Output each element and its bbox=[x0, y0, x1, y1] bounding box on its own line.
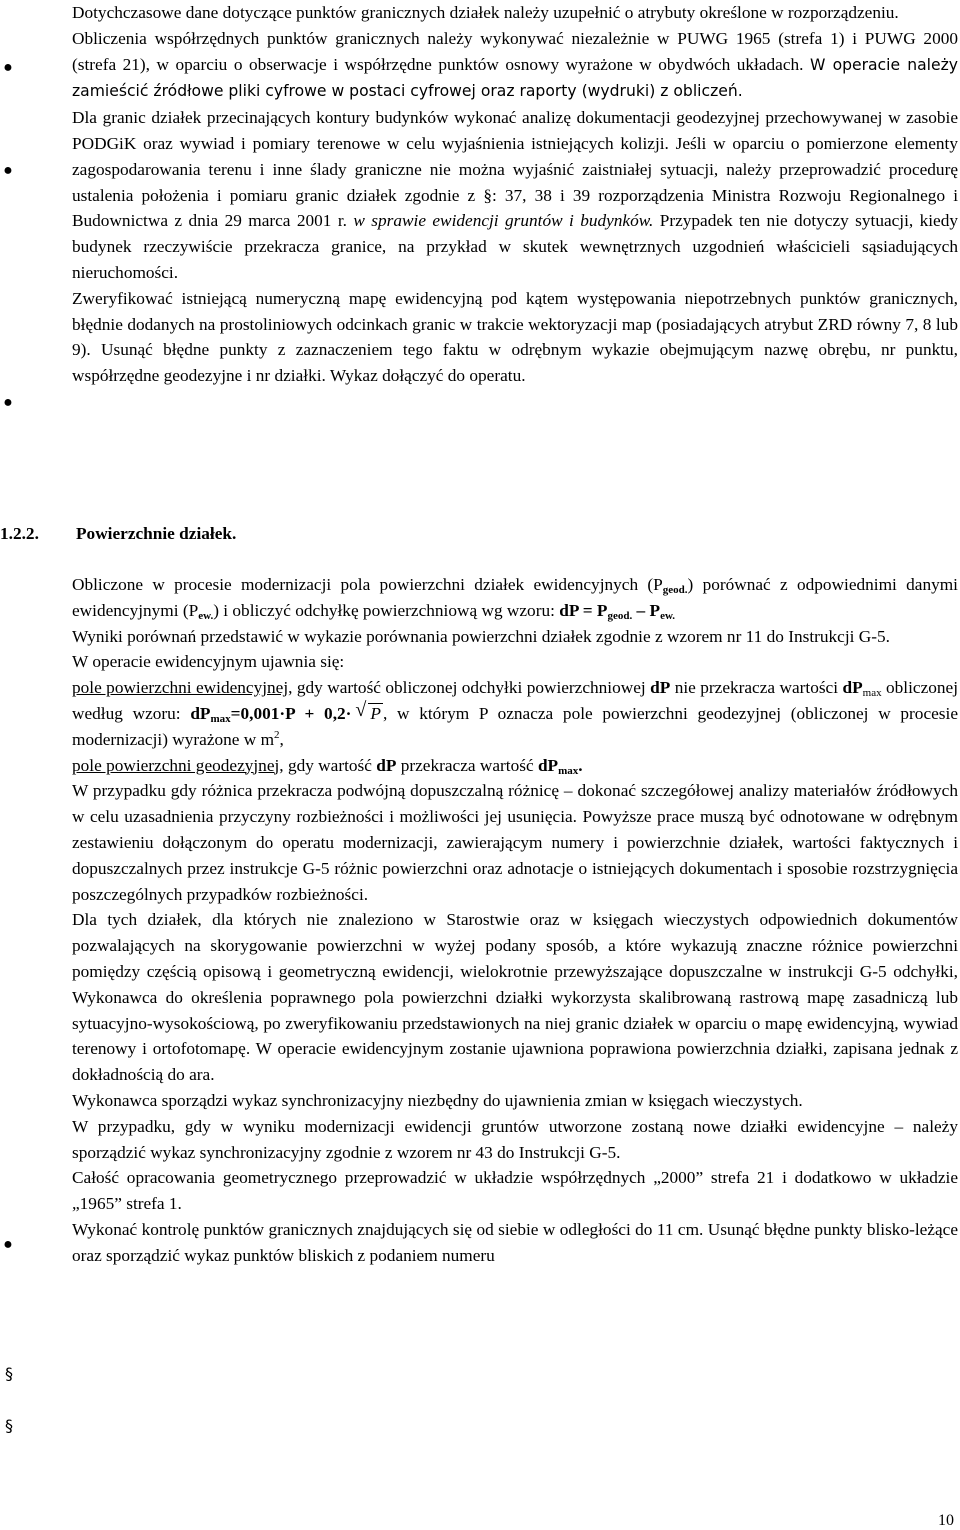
paragraph-obliczone: Obliczone w procesie modernizacji pola powierzchni działek ewidencyjnych $(P_{geod.})$ porównać z odpowiednimi danymi ewidencyjnymi $(P_{ew.})$ i obliczyć odchyłkę powierzchniową wg wzoru: dP = $P_{geod.} - P_{ew.}$ bbox=[72, 575, 958, 622]
section-title: Powierzchnie działek. bbox=[76, 524, 237, 543]
paragraph-weryfikacja: Zweryfikować istniejącą numeryczną mapę ewidencyjną pod kątem występowania niepotrzebnych punktów granicznych, błędnie dodanych na prostoliniowych odcinkach granic w trakcie wektoryzacji map (posiadających atrybut ZRD równy 7, 8 lub 9). Usunąć błędne punkty z zaznaczeniem tego faktu w odrębnym wykazie obejmującym nazwę obrębu, nr punktu, współrzędne geodezyjne i nr działki. Wykaz dołączyć do operatu. bbox=[72, 288, 958, 386]
paragraph-pole-ewidencyjne: pole powierzchni ewidencyjnej, gdy wartość obliczonej odchyłki powierzchniowej dP nie przekracza wartości $dP_{max}$ obliczonej według wzoru: $dP_{max}=0,001\cdot P + 0,2\cdot$ √ P , w którym P oznacza pole powierzchni geodezyjnej (obliczonej w procesie modernizacji) wyrażone w $m^2$, bbox=[72, 678, 958, 749]
paragraph-pole-geodezyjne: pole powierzchni geodezyjnej, gdy wartość dP przekracza wartość $dP_{max}$. bbox=[72, 755, 583, 777]
formula-dp: dP = $P_{geod.} - P_{ew.}$ bbox=[559, 600, 676, 622]
paragraph-ujawnia: W operacie ewidencyjnym ujawnia się: bbox=[72, 652, 345, 672]
paragraph-uklad-wspolrzednych: Całość opracowania geometrycznego przeprowadzić w układzie współrzędnych „2000” strefa 21 i dodatkowo w układzie „1965” strefa 1. bbox=[72, 1168, 958, 1214]
top-text-block bbox=[72, 0, 958, 389]
paragraph-starostwo: Dla tych działek, dla których nie znaleziono w Starostwie oraz w księgach wieczystych odpowiednich dokumentów pozwalających na skorygowanie powierzchni w wyżej podany sposób, a które wykazują znaczne różnice powierzchni pomiędzy częścią opisową i geometryczną ewidencji, wielokrotnie przewyższające dopuszczalne w instrukcji G-5 odchyłki, Wykonawca do określenia poprawnego pola powierzchni działki wykorzysta skalibrowaną rastrową mapę zasadniczą lub sytuacyjno-wysokościową, po zweryfikowaniu przedstawionych na niej granic działek w oparciu o mapę ewidencyjną, wywiad terenowy i ortofotomapę. W operacie ewidencyjnym zostanie ujawniona poprawiona powierzchnia działki, zapisana jednak z dokładnością do ara. bbox=[72, 910, 958, 1085]
formula-dpmax: $dP_{max}=0,001\cdot P + 0,2\cdot$ bbox=[190, 703, 352, 725]
paragraph-atrybuty: Dotychczasowe dane dotyczące punktów granicznych działek należy uzupełnić o atrybuty określone w rozporządzeniu. bbox=[72, 3, 899, 22]
section-text-block bbox=[72, 572, 958, 1269]
paragraph-analiza: W przypadku gdy różnica przekracza podwójną dopuszczalną różnicę – dokonać szczegółowej analizy materiałów źródłowych w celu uzasadnienia przyczyny rozbieżności i możliwości jej usunięcia. Powyższe prace muszą być odnotowane w odrębnym zestawieniu dołączonym do operatu modernizacji, zawierającym numery i powierzchnie działek, wartości faktycznych i dopuszczalnych przez instrukcje G-5 różnic powierzchni oraz adnotacje o istniejących dokumentach i sposobie rozstrzygnięcia poszczególnych przypadków rozbieżności. bbox=[72, 781, 958, 904]
bullet-icon: ● bbox=[3, 162, 13, 179]
section-number: 1.2.2. bbox=[0, 524, 39, 543]
bullet-icon: ● bbox=[3, 394, 13, 411]
paragraph-nowe-dzialki: W przypadku, gdy w wyniku modernizacji ewidencji gruntów utworzone zostaną nowe działki ewidencyjne – należy sporządzić wykaz synchronizacyjny zgodnie z wzorem nr 43 do Instrukcji G-5. bbox=[72, 1116, 958, 1162]
bullet-icon: ● bbox=[3, 1236, 13, 1253]
section-square-icon: § bbox=[5, 1364, 13, 1383]
paragraph-granice: Dla granic działek przecinających kontury budynków wykonać analizę dokumentacji geodezyjnej przechowywanej w zasobie PODGiK oraz wywiad i pomiary terenowe w celu wyjaśnienia istniejących kolizji. Jeśli w oparciu o pomierzone elementy zagospodarowania terenu i inne ślady graniczne nie można wyjaśnić zaistniałej sytuacji, należy przeprowadzić procedurę ustalenia położenia i pomiaru granic działek zgodnie z §: 37, 38 i 39 rozporządzenia Ministra Rozwoju Regionalnego i Budownictwa z dnia 29 marca 2001 r. w sprawie ewidencji gruntów i budynków. Przypadek ten nie dotyczy sytuacji, kiedy budynek rzeczywiście przekracza granice, na przykład w skutek wewnętrznych uzgodnień właścicieli sąsiadujących nieruchomości. bbox=[72, 108, 959, 282]
paragraph-wyniki: Wyniki porównań przedstawić w wykazie porównania powierzchni działek zgodnie z wzorem nr 11 do Instrukcji G-5. bbox=[72, 626, 890, 646]
section-square-icon: § bbox=[5, 1416, 13, 1435]
square-root-icon: √ P bbox=[355, 698, 381, 723]
bullet-icon: ● bbox=[3, 59, 13, 76]
paragraph-wykaz-synchronizacyjny: Wykonawca sporządzi wykaz synchronizacyjny niezbędny do ujawnienia zmian w księgach wieczystych. bbox=[72, 1090, 803, 1110]
paragraph-kontrola-punktow: Wykonać kontrolę punktów granicznych znajdujących się od siebie w odległości do 11 cm. Usunąć błędne punkty blisko-leżące oraz sporządzić wykaz punktów bliskich z podaniem numeru bbox=[72, 1219, 958, 1265]
page-number: 10 bbox=[938, 1512, 954, 1529]
paragraph-obliczenia: Obliczenia współrzędnych punktów granicznych należy wykonywać niezależnie w PUWG 1965 (strefa 1) i PUWG 2000 (strefa 21), w oparciu o obserwacje i współrzędne punktów osnowy wyrażone w obydwóch układach. W operacie należy zamieścić źródłowe pliki cyfrowe w postaci cyfrowej oraz raporty (wydruki) z obliczeń. bbox=[72, 28, 958, 101]
